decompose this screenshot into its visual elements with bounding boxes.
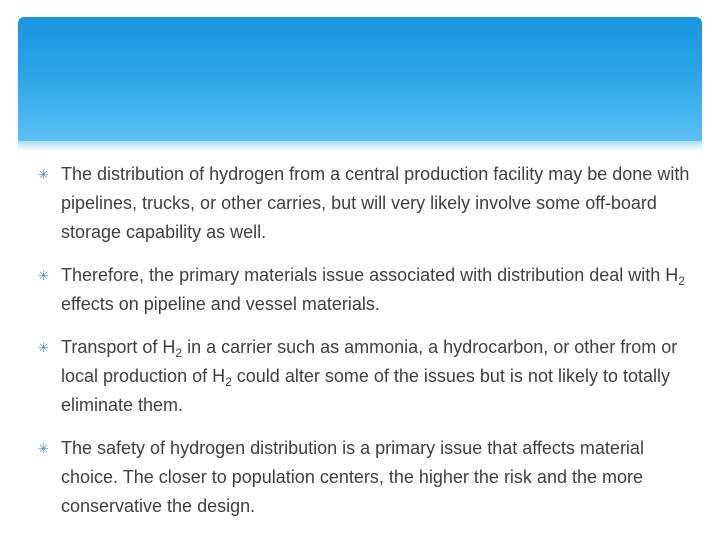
asterisk-bullet-icon: ✳ — [38, 268, 49, 283]
asterisk-bullet-icon: ✳ — [38, 441, 49, 456]
bullet-text: The distribution of hydrogen from a central production facility may be done with pipelines, trucks, or other carries, but will very likely involve some off-board storage capability as well. — [61, 164, 690, 242]
bullet-item-2 — [36, 261, 696, 319]
bullet-text: Transport of $H_2$ in a carrier such as ammonia, a hydrocarbon, or other from or local production of $H_2$ could alter some of the issues but is not likely to totally eliminate them. — [61, 337, 678, 415]
bullet-list — [36, 160, 696, 535]
bullet-item-1 — [36, 160, 696, 247]
bullet-text: Therefore, the primary materials issue associated with distribution deal with $H_2$ effects on pipeline and vessel materials. — [61, 265, 685, 314]
asterisk-bullet-icon: ✳ — [38, 340, 49, 355]
title-header-band — [18, 17, 702, 141]
bullet-text: The safety of hydrogen distribution is a primary issue that affects material choice. The closer to population centers, the higher the risk and the more conservative the design. — [61, 438, 644, 516]
asterisk-bullet-icon: ✳ — [38, 167, 49, 182]
bullet-item-3 — [36, 333, 696, 420]
bullet-item-4 — [36, 434, 696, 521]
